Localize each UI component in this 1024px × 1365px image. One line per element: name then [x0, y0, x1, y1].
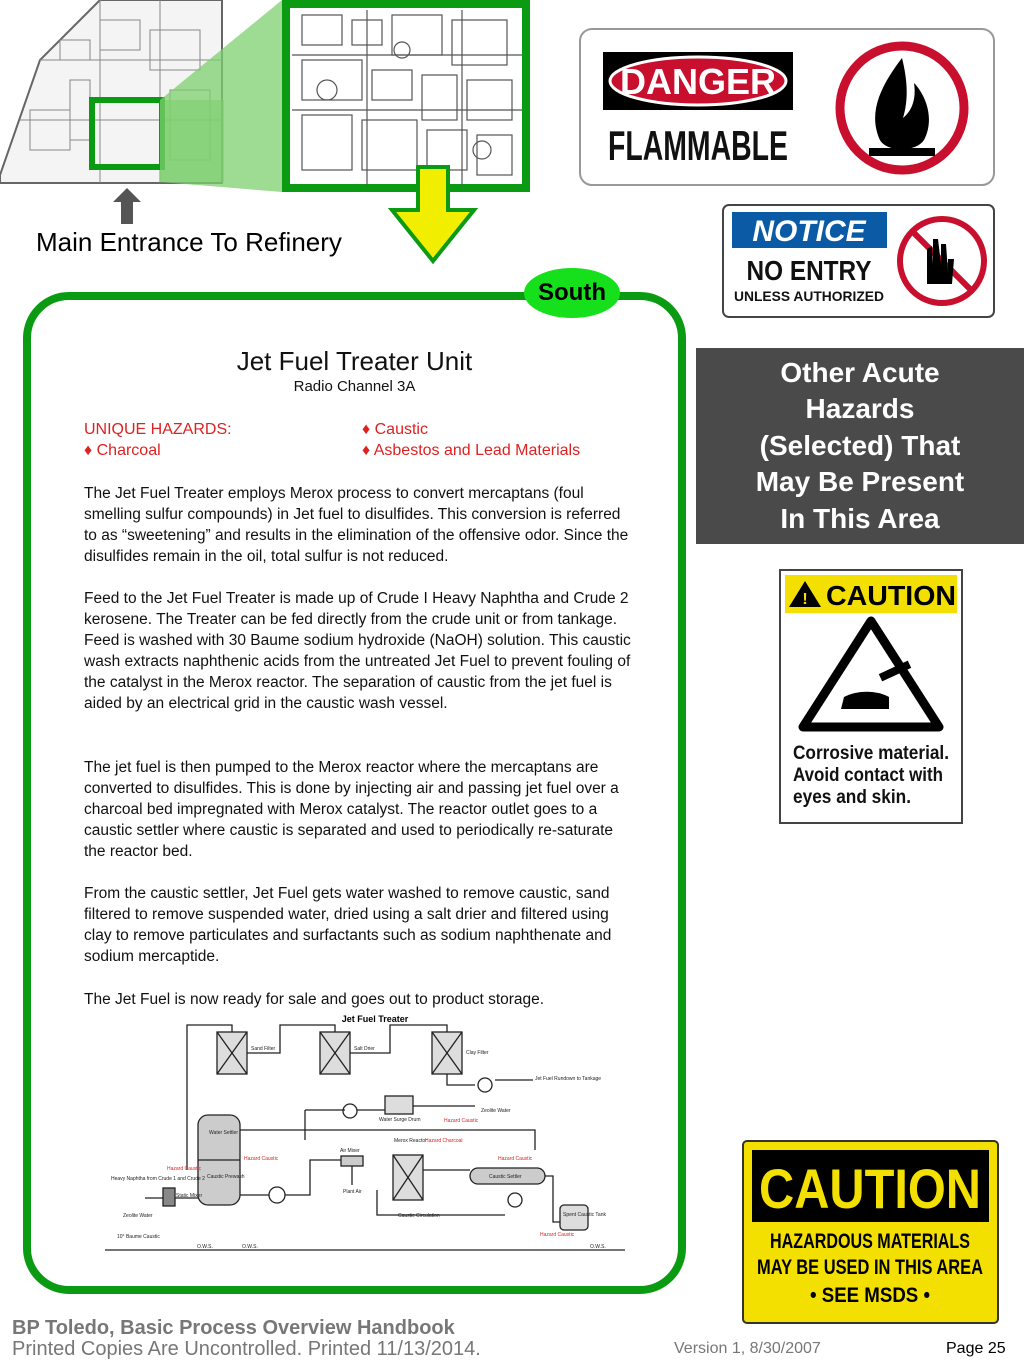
label-ows: O.W.S. — [590, 1244, 606, 1250]
label-spent-caustic: Spent Caustic Tank — [563, 1212, 606, 1218]
paragraph-feed: Feed to the Jet Fuel Treater is made up of Crude I Heavy Naphtha and Crude 2 kerosene. The Treater can be fed directly from the crude unit or from tankage. Feed is washed with 30 Baume sodium hydroxide (NaOH) solution. This caustic wash extracts naphthenic acids from the untreated Jet Fuel to prevent fouling of the catalyst in the Merox reactor. The separation of caustic from the jet fuel is aided by an electrical grid in the caustic wash vessel. — [84, 590, 631, 712]
label-ows: O.W.S. — [197, 1244, 213, 1250]
diagram-title: Jet Fuel Treater — [341, 1014, 409, 1024]
other-hazards-box — [696, 348, 1024, 544]
caution-hazmat-sign — [742, 1140, 999, 1324]
label-plant-air: Plant Air — [343, 1189, 362, 1195]
hazmat-line1: HAZARDOUS MATERIALS — [770, 1230, 970, 1253]
corrosive-text: Corrosive material. — [793, 743, 949, 764]
jet-fuel-treater-diagram — [105, 1010, 630, 1255]
no-entry-text: NO ENTRY — [746, 255, 872, 286]
hazard-item: ♦ Charcoal — [84, 442, 161, 459]
label-caustic-settler: Caustic Settler — [489, 1174, 522, 1180]
label-zeolite-water-in: Zeolite Water — [123, 1213, 153, 1219]
label-hazard-caustic: Hazard Caustic — [244, 1156, 279, 1162]
caution-corrosive-sign — [779, 569, 963, 824]
corrosive-text: Avoid contact with — [793, 765, 943, 786]
label-merox-reactor: Merox Reactor — [394, 1138, 427, 1144]
notice-no-entry-sign — [722, 204, 995, 318]
entrance-up-arrow-icon — [113, 188, 141, 224]
label-heavy-naphtha: Heavy Naphtha from Crude 1 and Crude 2 — [111, 1176, 205, 1182]
label-static-mixer: Static Mixer — [176, 1193, 203, 1199]
label-clay-filter: Clay Filter — [466, 1050, 489, 1056]
label-caustic-prewash: Caustic Prewash — [207, 1174, 245, 1180]
label-air-mixer: Air Mixer — [340, 1148, 360, 1154]
page-number: Page 25 — [946, 1340, 1006, 1357]
label-zeolite-water: Zeolite Water — [481, 1108, 511, 1114]
svg-text:!: ! — [802, 591, 808, 608]
unless-authorized-text: UNLESS AUTHORIZED — [734, 288, 884, 304]
label-hazard-caustic: Hazard Caustic — [540, 1232, 575, 1238]
label-water-settler: Water Settler — [209, 1130, 238, 1136]
location-down-arrow-icon — [388, 165, 478, 265]
paragraph-settler: From the caustic settler, Jet Fuel gets water washed to remove caustic, sand filtered to remove suspended water, dried using a salt drier and filtered using clay to remove particulates and surfactants such as sodium naphthenate and sodium mercaptide. — [84, 885, 612, 965]
direction-badge: South — [524, 268, 620, 318]
footer-print-notice: Printed Copies Are Uncontrolled. Printed 11/13/2014. — [12, 1338, 481, 1360]
hazmat-line2: MAY BE USED IN THIS AREA — [757, 1256, 983, 1279]
flammable-text: FLAMMABLE — [608, 122, 788, 169]
label-water-surge-drum: Water Surge Drum — [379, 1117, 421, 1123]
unit-zoom-map — [282, 0, 530, 192]
main-entrance-label: Main Entrance To Refinery — [36, 227, 342, 257]
hazards-heading: UNIQUE HAZARDS: — [84, 421, 232, 438]
paragraph-reactor: The jet fuel is then pumped to the Merox reactor where the mercaptans are converted to disulfides. This is done by injecting air and passing jet fuel over a charcoal bed impregnated with Merox catalyst. The reactor outlet goes to a caustic settler where caustic is separated and used to periodically re-saturate the reactor bed. — [84, 759, 619, 860]
label-hazard-caustic: Hazard Caustic — [167, 1166, 202, 1172]
paragraph-storage: The Jet Fuel is now ready for sale and goes out to product storage. — [84, 991, 545, 1008]
label-baume-caustic: 10° Baume Caustic — [117, 1234, 160, 1240]
footer-handbook-title: BP Toledo, Basic Process Overview Handbook — [12, 1317, 455, 1339]
label-ows: O.W.S. — [242, 1244, 258, 1250]
corrosive-text: eyes and skin. — [793, 787, 911, 808]
label-salt-drier: Salt Drier — [354, 1046, 375, 1052]
caution-header: CAUTION — [759, 1157, 981, 1220]
label-sand-filter: Sand Filter — [251, 1046, 276, 1052]
hazmat-line3: • SEE MSDS • — [810, 1284, 930, 1307]
footer-version: Version 1, 8/30/2007 — [674, 1340, 821, 1357]
zoom-connector — [160, 0, 285, 192]
notice-header: NOTICE — [752, 215, 866, 248]
danger-flammable-sign — [579, 28, 995, 186]
caution-header: CAUTION — [826, 580, 956, 611]
label-caustic-circulation: Caustic Circulation — [398, 1213, 440, 1219]
paragraph-merox-intro: The Jet Fuel Treater employs Merox process to convert mercaptans (foul smelling sulfur compounds) in Jet fuel to disulfides. This conversion is referred to as “sweetening” and results in the elimination of the offensive odor. Since the disulfides remain in the oil, total sulfur is not reduced. — [84, 485, 629, 565]
label-hazard-caustic: Hazard Caustic — [498, 1156, 533, 1162]
label-hazard-caustic: Hazard Caustic — [444, 1118, 479, 1124]
unit-title: Jet Fuel Treater Unit — [236, 346, 473, 376]
label-hazard-charcoal: Hazard Charcoal — [425, 1138, 463, 1144]
label-rundown: Jet Fuel Rundown to Tankage — [535, 1076, 602, 1082]
danger-header: DANGER — [619, 61, 777, 102]
hazard-item: ♦ Asbestos and Lead Materials — [362, 442, 581, 459]
other-hazards-heading: Other Acute Hazards (Selected) That May Be Present In This Area — [755, 356, 965, 534]
radio-channel: Radio Channel 3A — [293, 378, 416, 395]
hazard-item: ♦ Caustic — [362, 421, 428, 438]
